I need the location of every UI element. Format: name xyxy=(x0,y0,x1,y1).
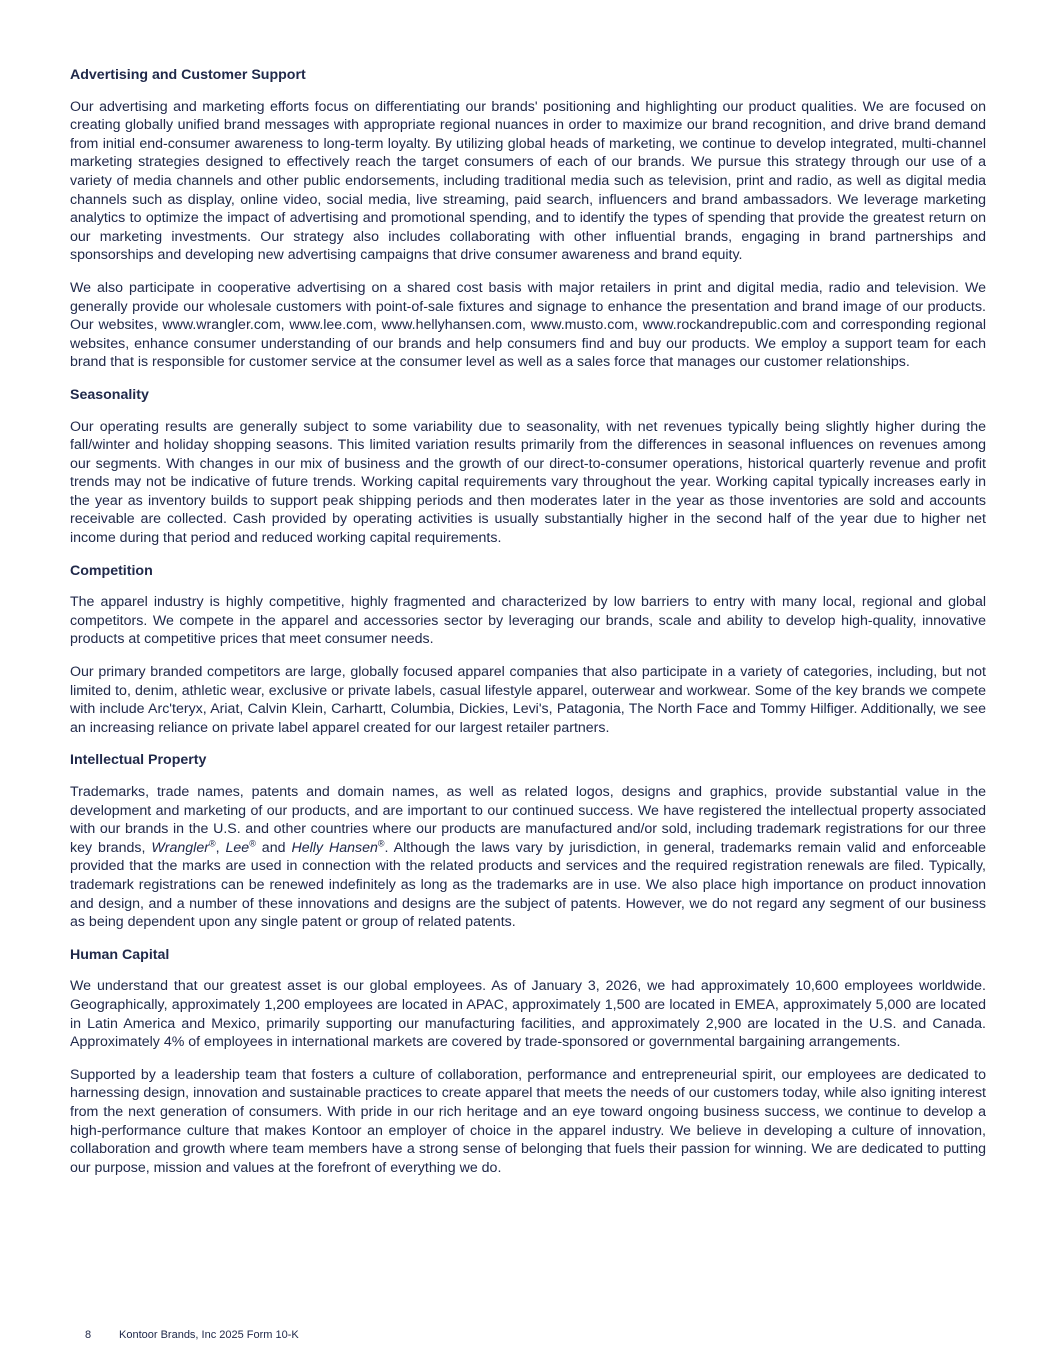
ip-text-part-b: . Although the laws vary by jurisdiction, in general, trademarks remain valid and enforceable provided that the marks are used in connection with the related products and services and the required registration renewals are filed. Typically, trademark registrations can be renewed indefinitely as long as the trademarks are in use. We also place high importance on product innovation and design, and a number of these innovations and designs are the subject of patents. However, we do not regard any segment of our business as being dependent upon any single patent or group of related patents. xyxy=(70,839,986,931)
advertising-paragraph-1: Our advertising and marketing efforts focus on differentiating our brands' positioning and highlighting our product qualities. We are focused on creating globally unified brand messages with appropriate regional nuances in order to maximize our brand recognition, and drive brand demand from initial end-consumer awareness to long-term loyalty. By utilizing global heads of marketing, we continue to develop integrated, multi-channel marketing strategies designed to effectively reach the target consumers of each of our brands. We pursue this strategy through our use of a variety of media channels and other public endorsements, including traditional media such as television, print and radio, as well as digital media channels such as display, online video, social media, live streaming, paid search, influencers and brand ambassadors. We leverage marketing analytics to optimize the impact of advertising and promotional spending, and to identify the types of spending that provide the greatest return on our marketing investments. Our strategy also includes collaborating with other influential brands, engaging in brand partnerships and sponsorships and developing new advertising campaigns that drive consumer awareness and brand equity. xyxy=(70,98,986,264)
registered-mark: ® xyxy=(377,838,385,849)
section-heading-advertising: Advertising and Customer Support xyxy=(70,67,306,83)
section-heading-competition: Competition xyxy=(70,562,153,579)
registered-mark: ® xyxy=(208,838,216,849)
ip-separator-and: and xyxy=(255,839,292,856)
section-heading-seasonality: Seasonality xyxy=(70,386,149,403)
registered-mark: ® xyxy=(249,838,256,849)
section-heading-human-capital: Human Capital xyxy=(70,946,170,963)
seasonality-paragraph-1: Our operating results are generally subject to some variability due to seasonality, with net revenues typically being slightly higher during the fall/winter and holiday shopping seasons. This limited variation results primarily from the differences in seasonal influences on revenues among our segments. With changes in our mix of business and the growth of our direct-to-consumer operations, historical quarterly revenue and profit trends may not be indicative of future trends. Working capital requirements vary throughout the year. Working capital typically increases early in the year as inventory builds to support peak shipping periods and then moderates later in the year as those inventories are sold and accounts receivable are collected. Cash provided by operating activities is usually substantially higher in the second half of the year due to higher net income during that period and reduced working capital requirements. xyxy=(70,418,986,547)
page-number: 8 xyxy=(85,1329,92,1341)
brand-wrangler: Wrangler xyxy=(151,839,209,856)
document-title: Kontoor Brands, Inc 2025 Form 10-K xyxy=(119,1329,299,1341)
ip-text-part-a: Trademarks, trade names, patents and domain names, as well as related logos, designs and graphics, provide substantial value in the development and marketing of our products, and are important to our continued success. We have registered the intellectual property associated with our brands in the U.S. and other countries where our products are manufactured and/or sold, including trademark registrations for our three key brands, xyxy=(70,784,986,856)
brand-lee: Lee xyxy=(225,839,250,856)
competition-paragraph-2: Our primary branded competitors are large, globally focused apparel companies that also participate in a variety of categories, including, but not limited to, denim, athletic wear, exclusive or private labels, casual lifestyle apparel, outerwear and workwear. Some of the key brands we compete with include Arc'teryx, Ariat, Calvin Klein, Carhartt, Columbia, Dickies, Levi's, Patagonia, The North Face and Tommy Hilfiger. Additionally, we see an increasing reliance on private label apparel created for our largest retailer partners. xyxy=(70,664,986,736)
human-capital-paragraph-1: We understand that our greatest asset is our global employees. As of January 3, 2026, we had approximately 10,600 employees worldwide. Geographically, approximately 1,200 employees are located in APAC, approximately 1,500 are located in EMEA, approximately 5,000 are located in Latin America and Mexico, primarily supporting our manufacturing facilities, and approximately 2,900 are located in the U.S. and Canada. Approximately 4% of employees in international markets are covered by trade-sponsored or governmental bargaining arrangements. xyxy=(70,978,986,1051)
human-capital-paragraph-2: Supported by a leadership team that fosters a culture of collaboration, performance and entrepreneurial spirit, our employees are dedicated to harnessing design, innovation and sustainable practices to create apparel that meets the needs of our customers today, while also igniting interest from the next generation of consumers. With pride in our rich heritage and an eye toward ongoing business success, we continue to develop a high-performance culture that makes Kontoor an employer of choice in the apparel industry. We believe in developing a culture of innovation, collaboration and growth where team members have a strong sense of belonging that fuels their passion for winning. We are dedicated to putting our purpose, mission and values at the forefront of everything we do. xyxy=(70,1066,986,1176)
document-body xyxy=(70,66,986,1191)
intellectual-property-paragraph-1 xyxy=(70,783,986,932)
brand-helly-hansen: Helly Hansen xyxy=(291,839,378,856)
advertising-paragraph-2: We also participate in cooperative advertising on a shared cost basis with major retailers in print and digital media, radio and television. We generally provide our wholesale customers with point-of-sale fixtures and signage to enhance the presentation and brand image of our products. Our websites, www.wrangler.com, www.lee.com, www.hellyhansen.com, www.musto.com, www.rockandrepublic.com and corresponding regional websites, enhance consumer understanding of our brands and help consumers find and buy our products. We employ a support team for each brand that is responsible for customer service at the consumer level as well as a sales force that manages our customer relationships. xyxy=(70,279,986,371)
section-heading-intellectual-property: Intellectual Property xyxy=(70,752,207,769)
page-footer xyxy=(85,1328,299,1342)
competition-paragraph-1: The apparel industry is highly competitive, highly fragmented and characterized by low barriers to entry with many local, regional and global competitors. We compete in the apparel and accessories sector by leveraging our brands, scale and ability to develop high-quality, innovative products at competitive prices that meet consumer needs. xyxy=(70,594,986,648)
ip-separator-comma: , xyxy=(215,839,226,856)
